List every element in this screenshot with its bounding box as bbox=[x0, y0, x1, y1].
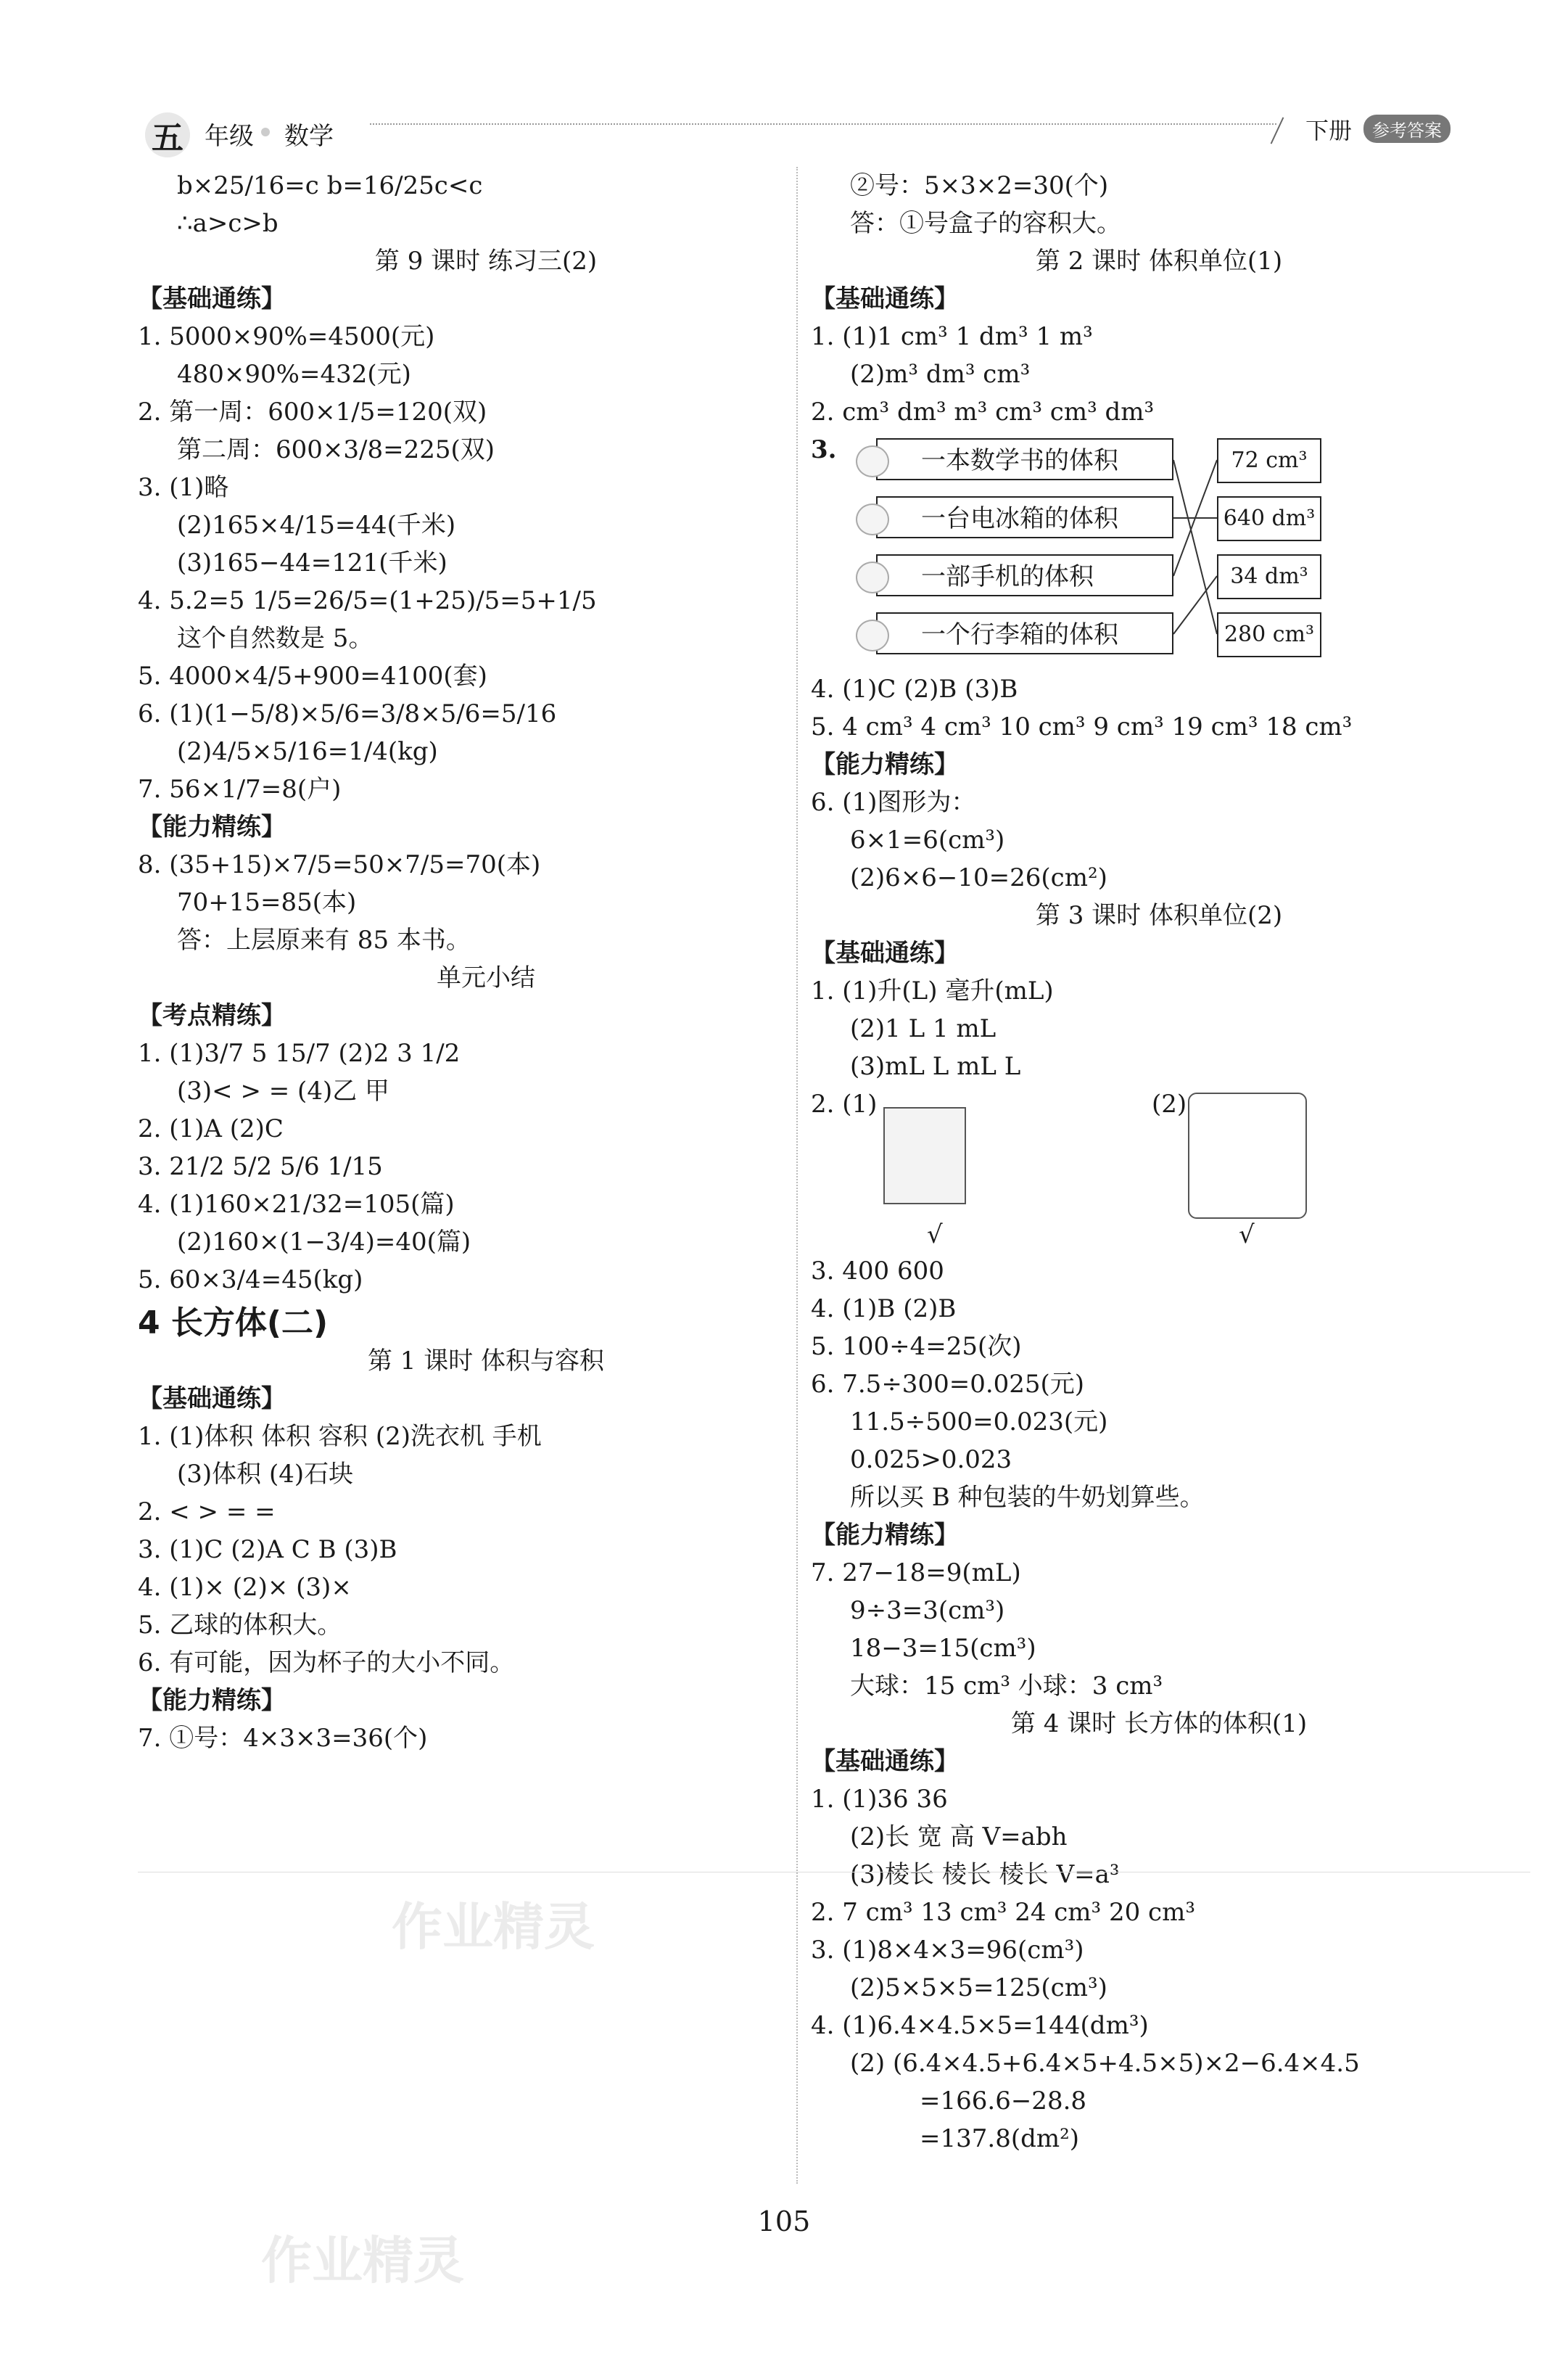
right_mid-line-3: 6. (1)图形为： bbox=[811, 788, 976, 817]
match-left-label: 一本数学书的体积 bbox=[921, 446, 1118, 475]
right_mid-line-2: 【能力精练】 bbox=[811, 750, 959, 779]
right_bot-line-13: 【基础通练】 bbox=[811, 1747, 959, 1776]
left-line-22: 【考点精练】 bbox=[138, 1001, 286, 1030]
left-line-36: 3. (1)C (2)A C B (3)B bbox=[138, 1535, 397, 1564]
right_bot-line-14: 1. (1)36 36 bbox=[811, 1785, 948, 1814]
right_bot-line-17: 2. 7 cm³ 13 cm³ 24 cm³ 20 cm³ bbox=[811, 1898, 1195, 1927]
left-line-18: 8. (35+15)×7/5=50×7/5=70(本) bbox=[138, 850, 541, 879]
right_bot-line-0: 3. 400 600 bbox=[811, 1257, 944, 1286]
match-left-label: 一部手机的体积 bbox=[921, 562, 1094, 591]
left-line-19: 70+15=85(本) bbox=[177, 888, 357, 917]
right_bot-line-9: 9÷3=3(cm³) bbox=[850, 1596, 1005, 1625]
left-line-30: 4 长方体(二) bbox=[138, 1304, 329, 1341]
match-left-2 bbox=[876, 554, 1173, 596]
right_mid-line-6: (2)6×6−10=26(cm²) bbox=[850, 863, 1107, 892]
left-line-40: 【能力精练】 bbox=[138, 1686, 286, 1715]
right_bot-line-19: (2)5×5×5=125(cm³) bbox=[850, 1973, 1107, 2002]
left-line-7: 第二周：600×3/8=225(双) bbox=[177, 435, 495, 464]
right_top-line-6: 2. cm³ dm³ m³ cm³ cm³ dm³ bbox=[811, 398, 1155, 427]
left-line-17: 【能力精练】 bbox=[138, 813, 286, 842]
right_top-line-4: 1. (1)1 cm³ 1 dm³ 1 m³ bbox=[811, 322, 1093, 351]
right-bottom-block bbox=[811, 1252, 1507, 2158]
left-line-11: 4. 5.2=5 1/5=26/5=(1+25)/5=5+1/5 bbox=[138, 586, 597, 615]
left-line-26: 3. 21/2 5/2 5/6 1/15 bbox=[138, 1152, 383, 1181]
left-line-2: 第 9 课时 练习三(2) bbox=[374, 247, 598, 276]
right_bot-line-23: =137.8(dm²) bbox=[920, 2124, 1079, 2153]
left-line-0: b×25/16=c b=16/25c<c bbox=[177, 171, 483, 200]
header-rule bbox=[370, 123, 1276, 125]
page-number: 105 bbox=[757, 2205, 811, 2237]
cups-figure bbox=[811, 1085, 1507, 1252]
right_mid-line-1: 5. 4 cm³ 4 cm³ 10 cm³ 9 cm³ 19 cm³ 18 cm³ bbox=[811, 712, 1353, 741]
left-line-33: 1. (1)体积 体积 容积 (2)洗衣机 手机 bbox=[138, 1422, 542, 1451]
left-line-21: 单元小结 bbox=[437, 963, 535, 992]
left-column bbox=[138, 167, 834, 1757]
match-left-1 bbox=[876, 496, 1173, 538]
match-right-0: 72 cm³ bbox=[1217, 438, 1321, 483]
left-line-12: 这个自然数是 5。 bbox=[177, 624, 374, 653]
right_mid-line-10: (2)1 L 1 mL bbox=[850, 1014, 996, 1043]
right_bot-line-11: 大球：15 cm³ 小球：3 cm³ bbox=[850, 1672, 1163, 1701]
page-header bbox=[0, 0, 1568, 167]
match-left-0 bbox=[876, 438, 1173, 480]
right_top-line-0: ②号：5×3×2=30(个) bbox=[850, 171, 1109, 200]
left-line-5: 480×90%=432(元) bbox=[177, 360, 411, 389]
right_bot-line-16: (3)棱长 棱长 棱长 V=a³ bbox=[850, 1860, 1120, 1889]
right_bot-line-1: 4. (1)B (2)B bbox=[811, 1294, 957, 1323]
left-line-3: 【基础通练】 bbox=[138, 284, 286, 313]
header-slash bbox=[1271, 117, 1284, 144]
right-mid-block bbox=[811, 670, 1507, 1085]
left-line-10: (3)165−44=121(千米) bbox=[177, 548, 447, 577]
check-mark-1: √ bbox=[927, 1220, 943, 1249]
left-line-13: 5. 4000×4/5+900=4100(套) bbox=[138, 662, 487, 691]
left-line-31: 第 1 课时 体积与容积 bbox=[367, 1346, 605, 1376]
left-line-16: 7. 56×1/7=8(户) bbox=[138, 775, 342, 804]
right_bot-line-22: =166.6−28.8 bbox=[920, 2086, 1087, 2116]
matching-exercise bbox=[811, 431, 1507, 670]
left-line-20: 答：上层原来有 85 本书。 bbox=[177, 926, 471, 955]
left-line-25: 2. (1)A (2)C bbox=[138, 1114, 284, 1143]
left-line-41: 7. ①号：4×3×3=36(个) bbox=[138, 1724, 428, 1753]
volume-label: 下册 bbox=[1305, 117, 1353, 144]
match-number: 3. bbox=[811, 435, 837, 464]
match-right-1: 640 dm³ bbox=[1217, 496, 1321, 541]
right_top-line-2: 第 2 课时 体积单位(1) bbox=[1035, 247, 1283, 276]
left-line-14: 6. (1)(1−5/8)×5/6=3/8×5/6=5/16 bbox=[138, 699, 557, 728]
grade-label: 年级 bbox=[205, 122, 254, 151]
bucket-icon bbox=[1188, 1093, 1307, 1219]
match-left-label: 一个行李箱的体积 bbox=[921, 620, 1118, 649]
header-dot bbox=[261, 128, 270, 136]
right_top-line-3: 【基础通练】 bbox=[811, 284, 959, 313]
right_bot-line-12: 第 4 课时 长方体的体积(1) bbox=[1010, 1709, 1308, 1738]
cartoon-icon bbox=[856, 562, 889, 593]
right_bot-line-6: 所以买 B 种包装的牛奶划算些。 bbox=[850, 1483, 1205, 1512]
right_bot-line-7: 【能力精练】 bbox=[811, 1521, 959, 1550]
left-line-27: 4. (1)160×21/32=105(篇) bbox=[138, 1190, 455, 1219]
right_bot-line-20: 4. (1)6.4×4.5×5=144(dm³) bbox=[811, 2011, 1149, 2040]
left-line-35: 2. < > = = bbox=[138, 1497, 276, 1526]
right_mid-line-9: 1. (1)升(L) 毫升(mL) bbox=[811, 977, 1054, 1006]
right_bot-line-5: 0.025>0.023 bbox=[850, 1445, 1012, 1474]
right-top-block bbox=[811, 167, 1507, 431]
right_top-line-5: (2)m³ dm³ cm³ bbox=[850, 360, 1031, 389]
right-column bbox=[811, 167, 1507, 2158]
cartoon-icon bbox=[856, 620, 889, 651]
left-line-9: (2)165×4/15=44(千米) bbox=[177, 511, 456, 540]
right_bot-line-18: 3. (1)8×4×3=96(cm³) bbox=[811, 1936, 1084, 1965]
match-right-3: 280 cm³ bbox=[1217, 612, 1321, 657]
subject-label: 数学 bbox=[284, 122, 334, 151]
left-line-15: (2)4/5×5/16=1/4(kg) bbox=[177, 737, 438, 766]
left-line-37: 4. (1)× (2)× (3)× bbox=[138, 1573, 352, 1602]
left-line-8: 3. (1)略 bbox=[138, 473, 229, 502]
cups-q2: (2) bbox=[1152, 1090, 1187, 1119]
right_mid-line-7: 第 3 课时 体积单位(2) bbox=[1035, 901, 1283, 930]
cups-q1: 2. (1) bbox=[811, 1090, 878, 1119]
match-left-3 bbox=[876, 612, 1173, 654]
match-line-0 bbox=[1173, 460, 1217, 634]
left-line-28: (2)160×(1−3/4)=40(篇) bbox=[177, 1228, 471, 1257]
left-line-23: 1. (1)3/7 5 15/7 (2)2 3 1/2 bbox=[138, 1039, 461, 1068]
right_bot-line-10: 18−3=15(cm³) bbox=[850, 1634, 1036, 1663]
right_bot-line-4: 11.5÷500=0.023(元) bbox=[850, 1407, 1108, 1436]
cartoon-icon bbox=[856, 503, 889, 535]
left-line-38: 5. 乙球的体积大。 bbox=[138, 1611, 342, 1640]
left-line-6: 2. 第一周：600×1/5=120(双) bbox=[138, 398, 487, 427]
right_bot-line-15: (2)长 宽 高 V=abh bbox=[850, 1822, 1068, 1851]
left-line-1: ∴a>c>b bbox=[177, 209, 278, 238]
left-line-34: (3)体积 (4)石块 bbox=[177, 1460, 354, 1489]
right_mid-line-0: 4. (1)C (2)B (3)B bbox=[811, 675, 1018, 704]
watermark: 作业精灵 bbox=[392, 1897, 595, 1957]
left-line-32: 【基础通练】 bbox=[138, 1384, 286, 1413]
right_mid-line-11: (3)mL L mL L bbox=[850, 1052, 1021, 1081]
cartoon-icon bbox=[856, 445, 889, 477]
right_bot-line-2: 5. 100÷4=25(次) bbox=[811, 1332, 1022, 1361]
answer-tag: 参考答案 bbox=[1363, 115, 1451, 143]
left-line-4: 1. 5000×90%=4500(元) bbox=[138, 322, 435, 351]
right_mid-line-5: 6×1=6(cm³) bbox=[850, 826, 1005, 855]
match-left-label: 一台电冰箱的体积 bbox=[921, 504, 1118, 533]
right_bot-line-21: (2) (6.4×4.5+6.4×5+4.5×5)×2−6.4×4.5 bbox=[850, 2049, 1360, 2078]
right_bot-line-3: 6. 7.5÷300=0.025(元) bbox=[811, 1370, 1085, 1399]
check-mark-2: √ bbox=[1239, 1220, 1255, 1249]
grade-badge: 五 bbox=[145, 112, 190, 157]
left-line-29: 5. 60×3/4=45(kg) bbox=[138, 1265, 363, 1294]
left-line-39: 6. 有可能，因为杯子的大小不同。 bbox=[138, 1648, 515, 1677]
match-right-2: 34 dm³ bbox=[1217, 554, 1321, 599]
left-line-24: (3)< > = (4)乙 甲 bbox=[177, 1077, 390, 1106]
right_top-line-1: 答：①号盒子的容积大。 bbox=[850, 209, 1121, 238]
watermark-2: 作业精灵 bbox=[261, 2231, 464, 2290]
right_mid-line-8: 【基础通练】 bbox=[811, 939, 959, 968]
right_bot-line-8: 7. 27−18=9(mL) bbox=[811, 1558, 1021, 1587]
measuring-cup-icon bbox=[883, 1107, 966, 1204]
